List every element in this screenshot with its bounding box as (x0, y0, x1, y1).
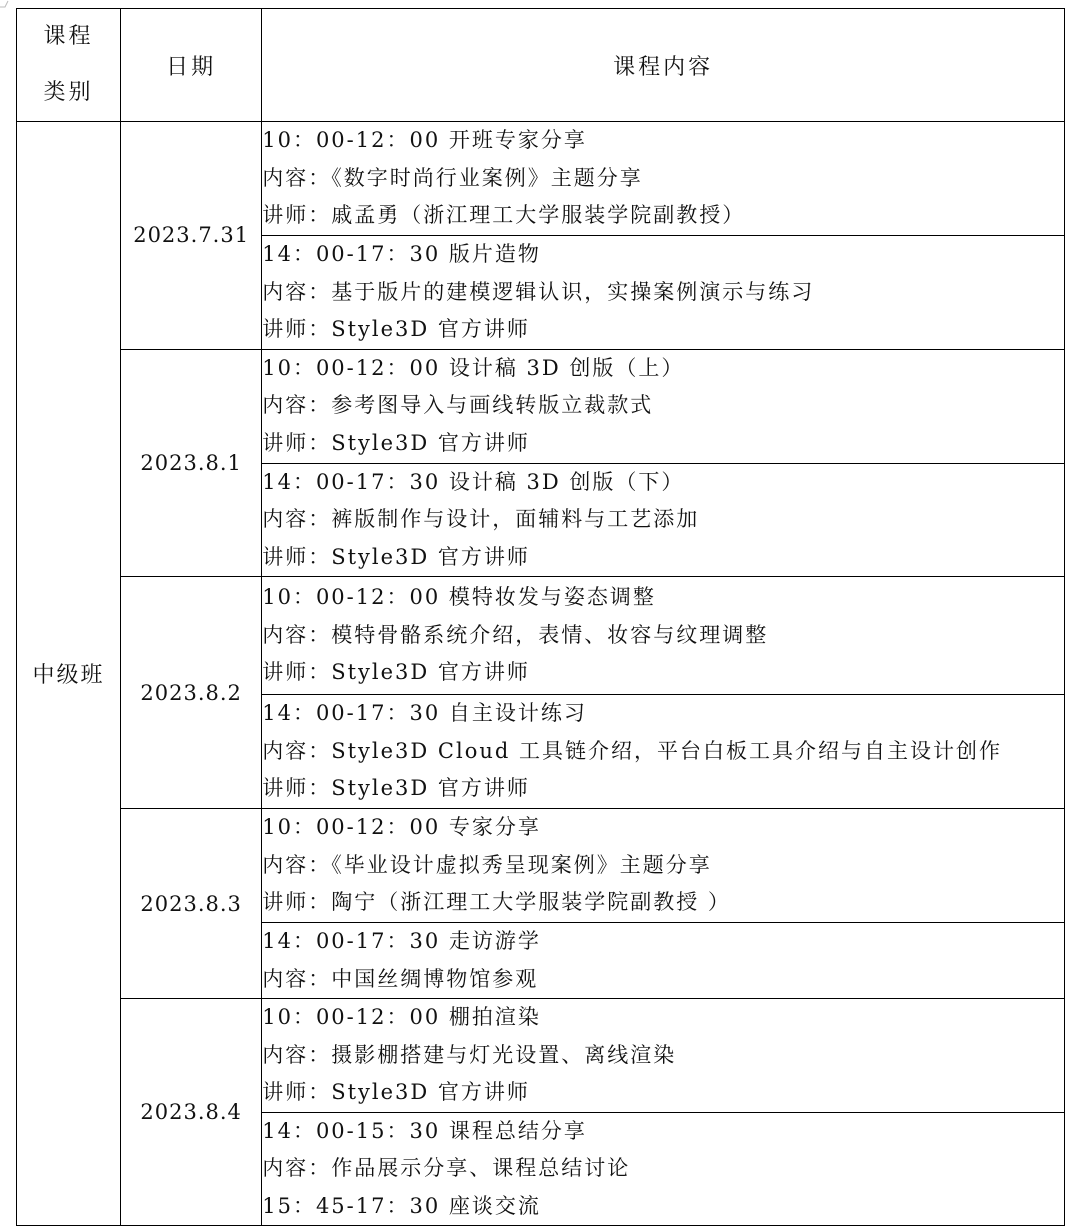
session-time-title: 10：00-12：00 棚拍渲染 (262, 1005, 541, 1029)
session-lecturer: 讲师：Style3D 官方讲师 (262, 317, 530, 341)
session-extra: 15：45-17：30 座谈交流 (262, 1193, 541, 1218)
table-row (17, 122, 1065, 236)
table-header-row (17, 9, 1065, 122)
session-time-title: 14：00-17：30 自主设计练习 (262, 701, 587, 726)
session-content: 内容：中国丝绸博物馆参观 (262, 966, 539, 991)
session-time-title: 14：00-15：30 课程总结分享 (262, 1118, 587, 1143)
session-lecturer: 讲师：陶宁（浙江理工大学服装学院副教授 ） (262, 890, 731, 915)
header-content: 课程内容 (262, 9, 1065, 122)
session-lecturer: 讲师：Style3D 官方讲师 (262, 544, 530, 569)
date-cell: 2023.7.31 (121, 122, 262, 350)
session-content: 内容：Style3D Cloud 工具链介绍，平台白板工具介绍与自主设计创作 (262, 738, 1002, 763)
session-content: 内容：作品展示分享、课程总结讨论 (262, 1156, 631, 1180)
session-lecturer: 讲师：Style3D 官方讲师 (262, 660, 530, 685)
session-content: 内容：参考图导入与画线转版立裁款式 (262, 393, 654, 418)
session-lecturer: 讲师：Style3D 官方讲师 (262, 430, 530, 455)
session-time-title: 10：00-12：00 专家分享 (262, 815, 541, 840)
session-cell (262, 349, 1065, 463)
corner-mark-icon (0, 0, 10, 8)
table-row (17, 809, 1065, 923)
header-category (17, 9, 121, 122)
session-content: 内容：《毕业设计虚拟秀呈现案例》主题分享 (262, 852, 712, 877)
session-time-title: 10：00-12：00 开班专家分享 (262, 128, 587, 153)
table-row (17, 349, 1065, 463)
session-cell (262, 1112, 1065, 1226)
date-cell: 2023.8.1 (121, 349, 262, 577)
session-cell (262, 463, 1065, 577)
session-lecturer: 讲师：Style3D 官方讲师 (262, 776, 530, 801)
session-time-title: 10：00-12：00 设计稿 3D 创版（上） (262, 355, 685, 380)
session-lecturer: 讲师：Style3D 官方讲师 (262, 1080, 530, 1104)
session-content: 内容：基于版片的建模逻辑认识，实操案例演示与练习 (262, 279, 815, 304)
date-cell: 2023.8.2 (121, 577, 262, 809)
session-cell (262, 999, 1065, 1113)
table-row (17, 577, 1065, 695)
session-content: 内容：模特骨骼系统介绍，表情、妆容与纹理调整 (262, 622, 769, 647)
table-row (17, 999, 1065, 1113)
session-cell (262, 236, 1065, 350)
header-category-line2: 类别 (43, 80, 94, 105)
header-date: 日期 (121, 9, 262, 122)
session-content: 内容：《数字时尚行业案例》主题分享 (262, 165, 643, 190)
course-schedule-table (16, 8, 1065, 1226)
header-category-line1: 课程 (43, 24, 94, 49)
session-cell (262, 577, 1065, 695)
session-cell (262, 122, 1065, 236)
session-cell (262, 695, 1065, 809)
session-content: 内容：裤版制作与设计，面辅料与工艺添加 (262, 507, 700, 531)
session-time-title: 14：00-17：30 走访游学 (262, 929, 541, 953)
session-cell (262, 923, 1065, 999)
date-cell: 2023.8.4 (121, 999, 262, 1226)
session-time-title: 14：00-17：30 版片造物 (262, 242, 541, 266)
session-content: 内容：摄影棚搭建与灯光设置、离线渲染 (262, 1042, 677, 1067)
category-cell: 中级班 (17, 122, 121, 1226)
session-lecturer: 讲师：戚孟勇（浙江理工大学服装学院副教授） (262, 203, 746, 228)
session-time-title: 14：00-17：30 设计稿 3D 创版（下） (262, 469, 685, 494)
date-cell: 2023.8.3 (121, 809, 262, 999)
session-time-title: 10：00-12：00 模特妆发与姿态调整 (262, 585, 656, 610)
session-cell (262, 809, 1065, 923)
